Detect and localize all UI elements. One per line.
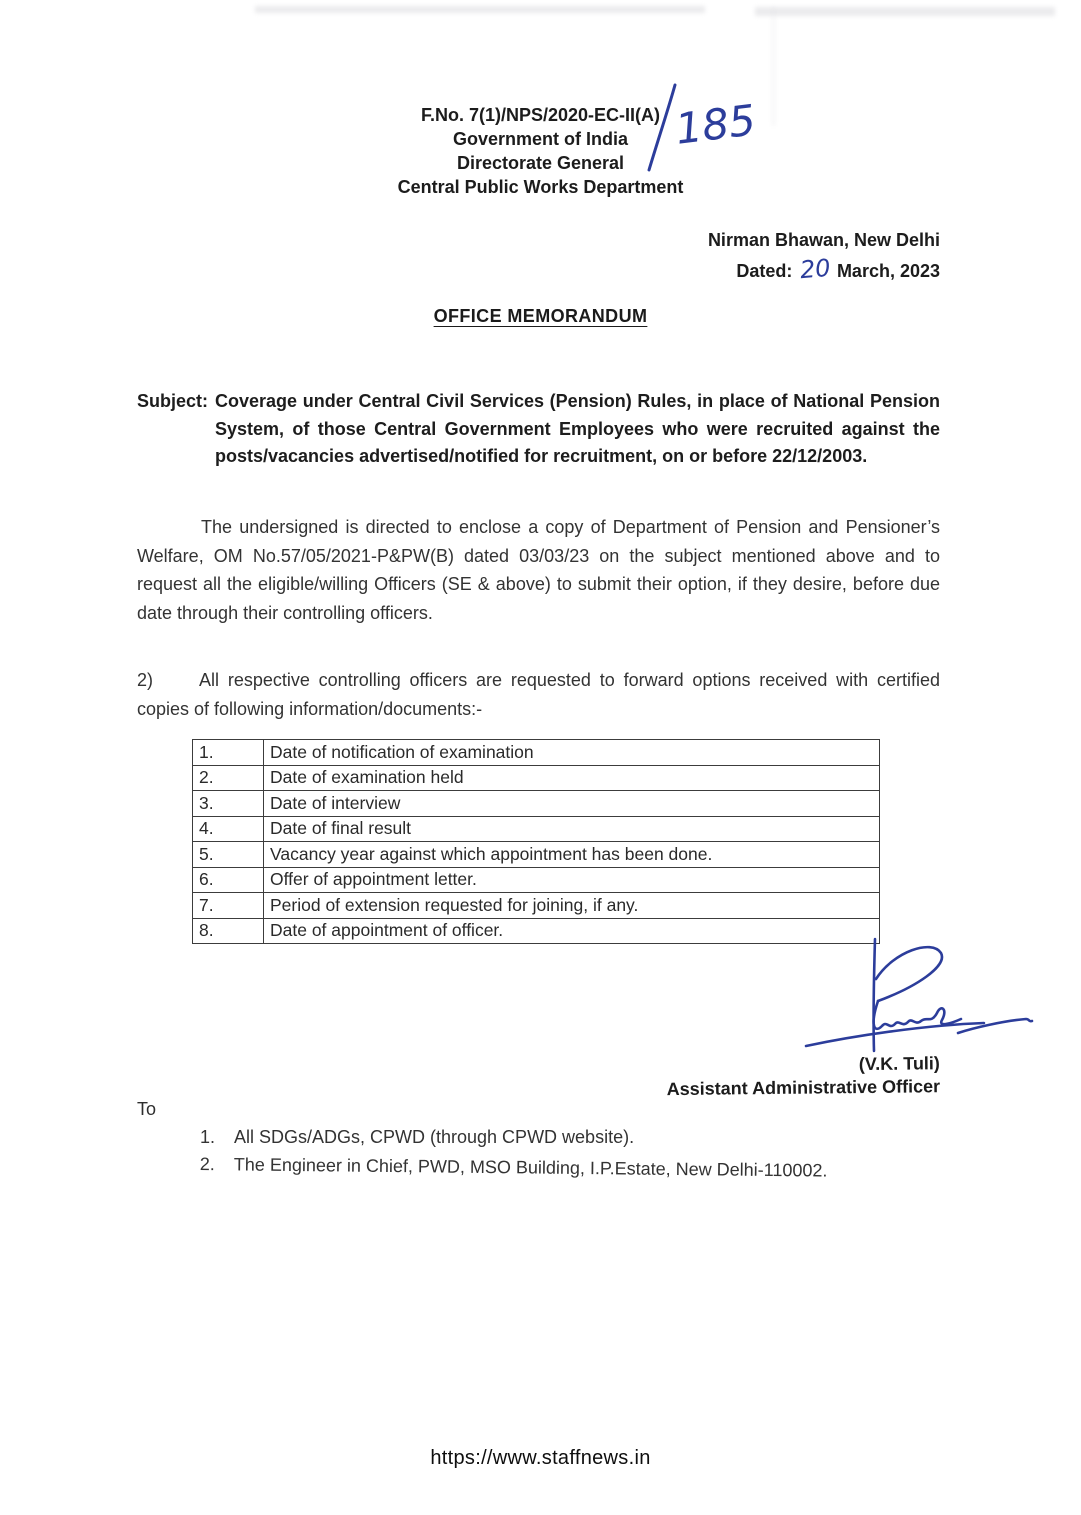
subject-text: Coverage under Central Civil Services (Pension) Rules, in place of National Pension System, of those Central Government Employees who were recruited against the posts/vacancies advertised/notified for recruitment, on or before 22/12/2003. — [215, 391, 940, 466]
table-cell-item: Period of extension requested for joining, if any. — [264, 893, 880, 919]
signatory-name: (V.K. Tuli) — [858, 1053, 940, 1075]
table-cell-item: Date of interview — [264, 791, 880, 817]
recipient-number: 1. — [200, 1127, 216, 1147]
table-cell-item: Date of notification of examination — [264, 740, 880, 766]
table-cell-item: Date of appointment of officer. — [264, 918, 880, 944]
table-cell-item: Date of examination held — [264, 765, 880, 791]
recipient-item — [200, 1151, 920, 1186]
table-row — [193, 918, 880, 944]
table-row — [193, 765, 880, 791]
scan-artifact — [255, 6, 705, 13]
table-cell-sno: 3. — [193, 791, 264, 817]
to-label: To — [137, 1099, 157, 1119]
letterhead — [0, 103, 1081, 199]
place-date-block — [600, 226, 940, 286]
date-rest: March, 2023 — [836, 261, 940, 281]
table-row — [193, 816, 880, 842]
scan-artifact — [755, 7, 1055, 16]
table-row — [193, 842, 880, 868]
documents-table — [192, 739, 880, 944]
handwritten-date-day: 20 — [799, 253, 833, 285]
recipient-list — [199, 1124, 920, 1181]
recipient-number: 2. — [199, 1153, 215, 1175]
table-cell-sno: 1. — [193, 740, 264, 766]
signatory-designation: Assistant Administrative Officer — [666, 1076, 941, 1100]
table-row — [193, 893, 880, 919]
subject-block — [137, 388, 940, 471]
body-paragraph-1: The undersigned is directed to enclose a copy of Department of Pension and Pensioner’s Welfare, OM No.57/05/2021-P&PW(B) dated 03/03/23 on the subject mentioned above and to request all the eligible/willing Officers (SE & above) to submit their option, if they desire, before due date through their controlling officers. — [137, 517, 940, 623]
recipient-text: All SDGs/ADGs, CPWD (through CPWD website). — [234, 1127, 635, 1147]
paragraph-number: 2) — [137, 670, 154, 690]
table-cell-sno: 8. — [193, 918, 264, 944]
table-cell-sno: 7. — [193, 893, 264, 919]
table-cell-sno: 5. — [193, 842, 264, 868]
recipient-text: The Engineer in Chief, PWD, MSO Building, I.P.Estate, New Delhi-110002. — [233, 1154, 828, 1181]
table-row — [193, 867, 880, 893]
date-line — [600, 255, 940, 286]
subject-label: Subject: — [137, 391, 209, 411]
table-row — [193, 740, 880, 766]
recipient-item — [200, 1124, 920, 1151]
table-cell-sno: 4. — [193, 816, 264, 842]
table-cell-item: Vacancy year against which appointment has been done. — [264, 842, 880, 868]
handwritten-serial-text: 185 — [672, 95, 759, 154]
handwritten-serial-mark — [628, 80, 778, 175]
org-line-department: Central Public Works Department — [397, 177, 684, 197]
org-line-directorate: Directorate General — [456, 153, 625, 173]
signatory-block — [600, 1052, 940, 1102]
signature-ink — [798, 933, 1038, 1061]
org-line-govt: Government of India — [452, 129, 629, 149]
file-number: F.No. 7(1)/NPS/2020-EC-II(A) — [420, 105, 661, 125]
table-cell-item: Date of final result — [264, 816, 880, 842]
document-title: OFFICE MEMORANDUM — [433, 306, 648, 326]
body-paragraph-2 — [137, 666, 940, 723]
table-cell-sno: 6. — [193, 867, 264, 893]
date-label: Dated: — [736, 261, 793, 281]
place-line: Nirman Bhawan, New Delhi — [707, 230, 940, 250]
table-cell-item: Offer of appointment letter. — [264, 867, 880, 893]
paragraph-2-text: All respective controlling officers are requested to forward options received with certified copies of following information/documents:- — [137, 670, 940, 719]
table-row — [193, 791, 880, 817]
table-cell-sno: 2. — [193, 765, 264, 791]
footer-url: https://www.staffnews.in — [430, 1447, 651, 1469]
